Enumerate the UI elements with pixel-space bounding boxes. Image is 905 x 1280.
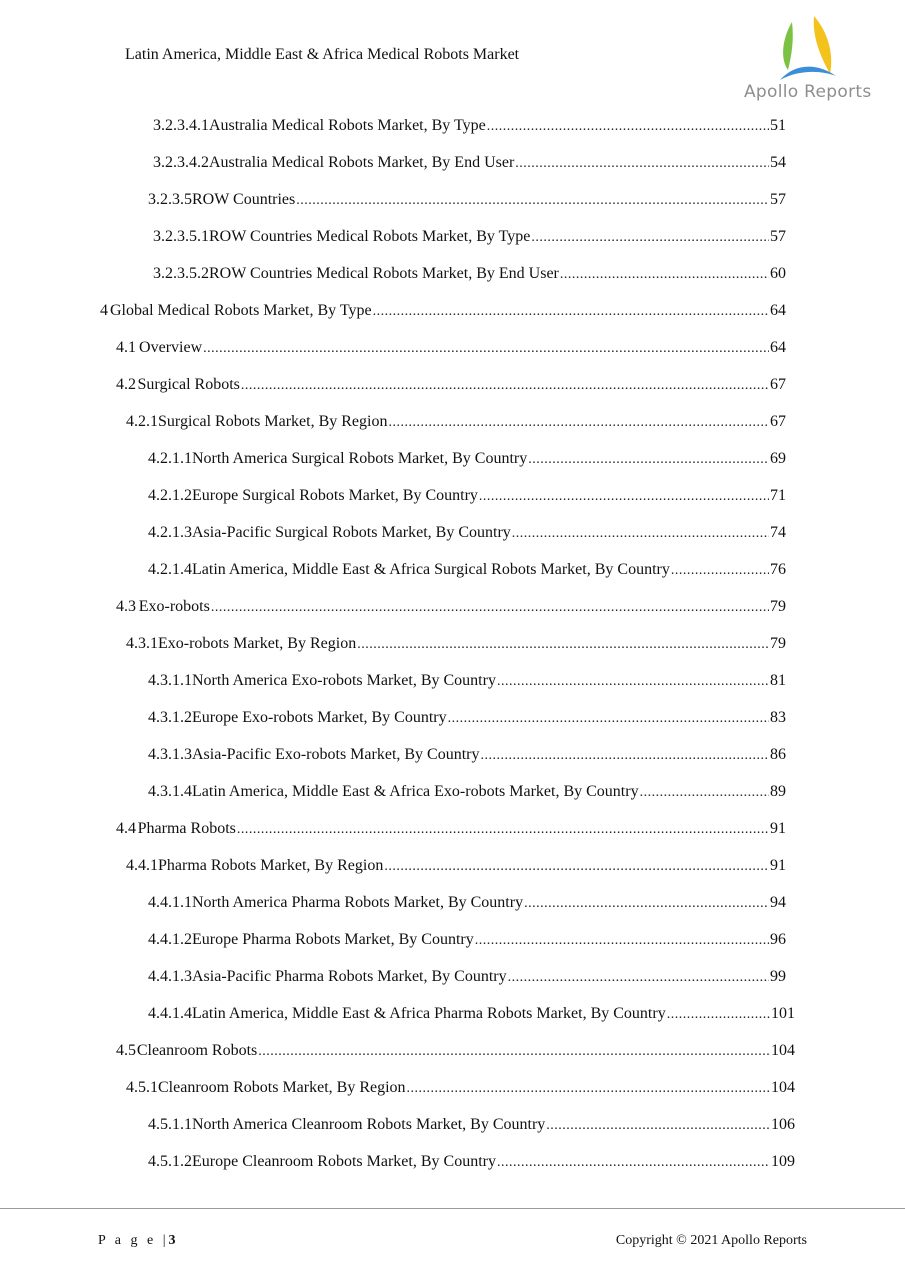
toc-entry-number: 4.5.1 <box>126 1079 158 1096</box>
toc-dot-leader <box>481 745 770 766</box>
toc-entry-page: 51 <box>770 117 786 134</box>
toc-entry-page: 106 <box>771 1116 795 1133</box>
toc-entry-title: Latin America, Middle East & Africa Surgical Robots Market, By Country <box>192 561 670 578</box>
toc-entry-number: 4 <box>100 302 108 319</box>
toc-entry-title: Asia-Pacific Surgical Robots Market, By Country <box>192 524 511 541</box>
toc-entry-title: Exo-robots Market, By Region <box>158 635 357 652</box>
toc-dot-leader <box>671 560 769 581</box>
toc-entry[interactable] <box>148 190 786 211</box>
toc-entry-title: ROW Countries Medical Robots Market, By Type <box>209 228 531 245</box>
page-label: P a g e <box>98 1233 157 1248</box>
toc-entry-title: Exo-robots <box>138 598 210 615</box>
toc-entry[interactable] <box>153 153 786 174</box>
toc-dot-leader <box>203 338 769 359</box>
toc-entry-number: 4.3.1.4 <box>148 783 192 800</box>
toc-entry-page: 81 <box>770 672 786 689</box>
toc-entry-number: 3.2.3.4.1 <box>153 117 209 134</box>
toc-dot-leader <box>512 523 769 544</box>
toc-entry[interactable] <box>153 227 786 248</box>
toc-entry-number: 4.2.1.3 <box>148 524 192 541</box>
footer-page-number: P a g e |3 <box>98 1233 176 1248</box>
toc-entry[interactable] <box>116 819 786 840</box>
toc-entry-page: 71 <box>770 487 786 504</box>
toc-entry[interactable] <box>148 523 786 544</box>
toc-dot-leader <box>296 190 769 211</box>
toc-dot-leader <box>531 227 769 248</box>
toc-entry-number: 4.3.1.2 <box>148 709 192 726</box>
toc-entry-number: 4.3.1.1 <box>148 672 192 689</box>
toc-entry-number: 4.2.1.1 <box>148 450 192 467</box>
toc-entry-page: 104 <box>771 1079 795 1096</box>
toc-entry[interactable] <box>148 1004 795 1025</box>
toc-entry-title: ROW Countries <box>192 191 296 208</box>
toc-entry-number: 4.2 <box>116 376 136 393</box>
toc-entry-title: ROW Countries Medical Robots Market, By End User <box>209 265 559 282</box>
toc-entry-number: 4.4.1.1 <box>148 894 192 911</box>
toc-entry-title: Pharma Robots Market, By Region <box>158 857 384 874</box>
toc-dot-leader <box>546 1115 770 1136</box>
toc-dot-leader <box>508 967 769 988</box>
toc-entry-page: 91 <box>770 857 786 874</box>
toc-dot-leader <box>373 301 769 322</box>
logo-mark-icon <box>772 14 844 84</box>
toc-entry-page: 76 <box>770 561 786 578</box>
toc-dot-leader <box>237 819 769 840</box>
toc-dot-leader <box>479 486 769 507</box>
toc-entry-page: 60 <box>770 265 786 282</box>
toc-entry-title: Australia Medical Robots Market, By End User <box>209 154 515 171</box>
toc-entry[interactable] <box>116 375 786 396</box>
toc-dot-leader <box>448 708 769 729</box>
footer-divider <box>0 1208 905 1209</box>
toc-entry-page: 64 <box>770 302 786 319</box>
toc-entry-page: 54 <box>770 154 786 171</box>
toc-entry[interactable] <box>153 264 786 285</box>
toc-dot-leader <box>487 116 769 137</box>
toc-entry-title: Latin America, Middle East & Africa Exo-robots Market, By Country <box>192 783 639 800</box>
toc-entry-page: 101 <box>771 1005 795 1022</box>
toc-entry-title: Cleanroom Robots <box>136 1042 258 1059</box>
toc-entry-number: 4.5.1.2 <box>148 1153 192 1170</box>
toc-entry-title: Latin America, Middle East & Africa Pharma Robots Market, By Country <box>192 1005 666 1022</box>
toc-entry[interactable] <box>148 671 786 692</box>
toc-entry[interactable] <box>126 856 786 877</box>
toc-entry-title: Europe Surgical Robots Market, By Country <box>192 487 478 504</box>
toc-dot-leader <box>528 449 769 470</box>
toc-entry-number: 4.4 <box>116 820 136 837</box>
toc-entry[interactable] <box>126 634 786 655</box>
toc-entry[interactable] <box>148 560 786 581</box>
toc-entry-page: 79 <box>770 598 786 615</box>
toc-entry-number: 3.2.3.5.2 <box>153 265 209 282</box>
toc-entry-page: 74 <box>770 524 786 541</box>
toc-entry[interactable] <box>116 597 786 618</box>
toc-entry[interactable] <box>116 1041 795 1062</box>
page-number: 3 <box>168 1233 176 1248</box>
toc-entry-number: 4.2.1.4 <box>148 561 192 578</box>
toc-entry[interactable] <box>148 745 786 766</box>
toc-entry[interactable] <box>148 930 786 951</box>
toc-entry-title: North America Cleanroom Robots Market, By Country <box>192 1116 546 1133</box>
toc-entry[interactable] <box>100 301 786 322</box>
apollo-reports-logo <box>742 14 880 106</box>
toc-entry[interactable] <box>126 1078 795 1099</box>
toc-dot-leader <box>388 412 769 433</box>
toc-entry[interactable] <box>148 1152 795 1173</box>
toc-entry-page: 79 <box>770 635 786 652</box>
toc-entry-title: Asia-Pacific Pharma Robots Market, By Country <box>192 968 507 985</box>
toc-entry-page: 57 <box>770 228 786 245</box>
toc-dot-leader <box>667 1004 770 1025</box>
toc-entry-title: Cleanroom Robots Market, By Region <box>158 1079 406 1096</box>
toc-entry-title: North America Pharma Robots Market, By Country <box>192 894 524 911</box>
toc-entry[interactable] <box>126 412 786 433</box>
toc-entry-title: North America Exo-robots Market, By Country <box>192 672 496 689</box>
toc-entry-number: 4.2.1.2 <box>148 487 192 504</box>
toc-entry[interactable] <box>116 338 786 359</box>
toc-entry-number: 4.3 <box>116 598 136 615</box>
toc-dot-leader <box>640 782 769 803</box>
toc-entry-number: 4.4.1 <box>126 857 158 874</box>
toc-entry-title: Asia-Pacific Exo-robots Market, By Country <box>192 746 480 763</box>
toc-dot-leader <box>497 671 769 692</box>
toc-entry-page: 109 <box>771 1153 795 1170</box>
toc-entry-page: 57 <box>770 191 786 208</box>
toc-entry-page: 94 <box>770 894 786 911</box>
toc-entry-page: 83 <box>770 709 786 726</box>
toc-entry-title: North America Surgical Robots Market, By Country <box>192 450 528 467</box>
toc-entry[interactable] <box>148 1115 795 1136</box>
toc-entry[interactable] <box>148 708 786 729</box>
toc-dot-leader <box>524 893 769 914</box>
toc-entry-number: 4.3.1.3 <box>148 746 192 763</box>
toc-entry-title: Surgical Robots <box>137 376 240 393</box>
toc-entry[interactable] <box>148 967 786 988</box>
toc-entry-title: Surgical Robots Market, By Region <box>158 413 388 430</box>
toc-entry-number: 4.1 <box>116 339 136 356</box>
toc-entry-number: 3.2.3.5.1 <box>153 228 209 245</box>
toc-entry[interactable] <box>148 449 786 470</box>
toc-dot-leader <box>258 1041 770 1062</box>
toc-entry-page: 91 <box>770 820 786 837</box>
toc-entry-page: 67 <box>770 413 786 430</box>
toc-entry[interactable] <box>148 486 786 507</box>
toc-entry-page: 99 <box>770 968 786 985</box>
toc-entry-number: 4.4.1.3 <box>148 968 192 985</box>
toc-entry-title: Europe Exo-robots Market, By Country <box>192 709 447 726</box>
toc-entry[interactable] <box>153 116 786 137</box>
toc-dot-leader <box>384 856 769 877</box>
toc-entry-number: 4.3.1 <box>126 635 158 652</box>
toc-entry-page: 86 <box>770 746 786 763</box>
toc-dot-leader <box>357 634 769 655</box>
footer-copyright: Copyright © 2021 Apollo Reports <box>615 1233 807 1248</box>
toc-dot-leader <box>515 153 769 174</box>
toc-entry-title: Global Medical Robots Market, By Type <box>109 302 372 319</box>
toc-entry-number: 4.2.1 <box>126 413 158 430</box>
toc-entry-number: 4.5 <box>116 1042 136 1059</box>
toc-entry-number: 3.2.3.5 <box>148 191 192 208</box>
toc-entry-title: Overview <box>139 339 203 356</box>
toc-entry-number: 3.2.3.4.2 <box>153 154 209 171</box>
toc-entry-page: 69 <box>770 450 786 467</box>
toc-entry-page: 64 <box>770 339 786 356</box>
toc-entry[interactable] <box>148 893 786 914</box>
toc-entry[interactable] <box>148 782 786 803</box>
toc-entry-page: 104 <box>771 1042 795 1059</box>
document-header-title: Latin America, Middle East & Africa Medical Robots Market <box>125 46 520 63</box>
toc-dot-leader <box>560 264 769 285</box>
toc-entry-number: 4.4.1.4 <box>148 1005 192 1022</box>
toc-entry-title: Australia Medical Robots Market, By Type <box>209 117 486 134</box>
toc-entry-title: Pharma Robots <box>137 820 236 837</box>
toc-entry-page: 67 <box>770 376 786 393</box>
toc-dot-leader <box>241 375 769 396</box>
toc-dot-leader <box>407 1078 770 1099</box>
toc-entry-page: 89 <box>770 783 786 800</box>
toc-dot-leader <box>475 930 769 951</box>
toc-dot-leader <box>211 597 769 618</box>
toc-dot-leader <box>497 1152 770 1173</box>
toc-entry-page: 96 <box>770 931 786 948</box>
toc-entry-number: 4.5.1.1 <box>148 1116 192 1133</box>
toc-entry-title: Europe Pharma Robots Market, By Country <box>192 931 474 948</box>
toc-entry-title: Europe Cleanroom Robots Market, By Country <box>192 1153 496 1170</box>
logo-text: Apollo Reports <box>744 82 872 102</box>
toc-entry-number: 4.4.1.2 <box>148 931 192 948</box>
